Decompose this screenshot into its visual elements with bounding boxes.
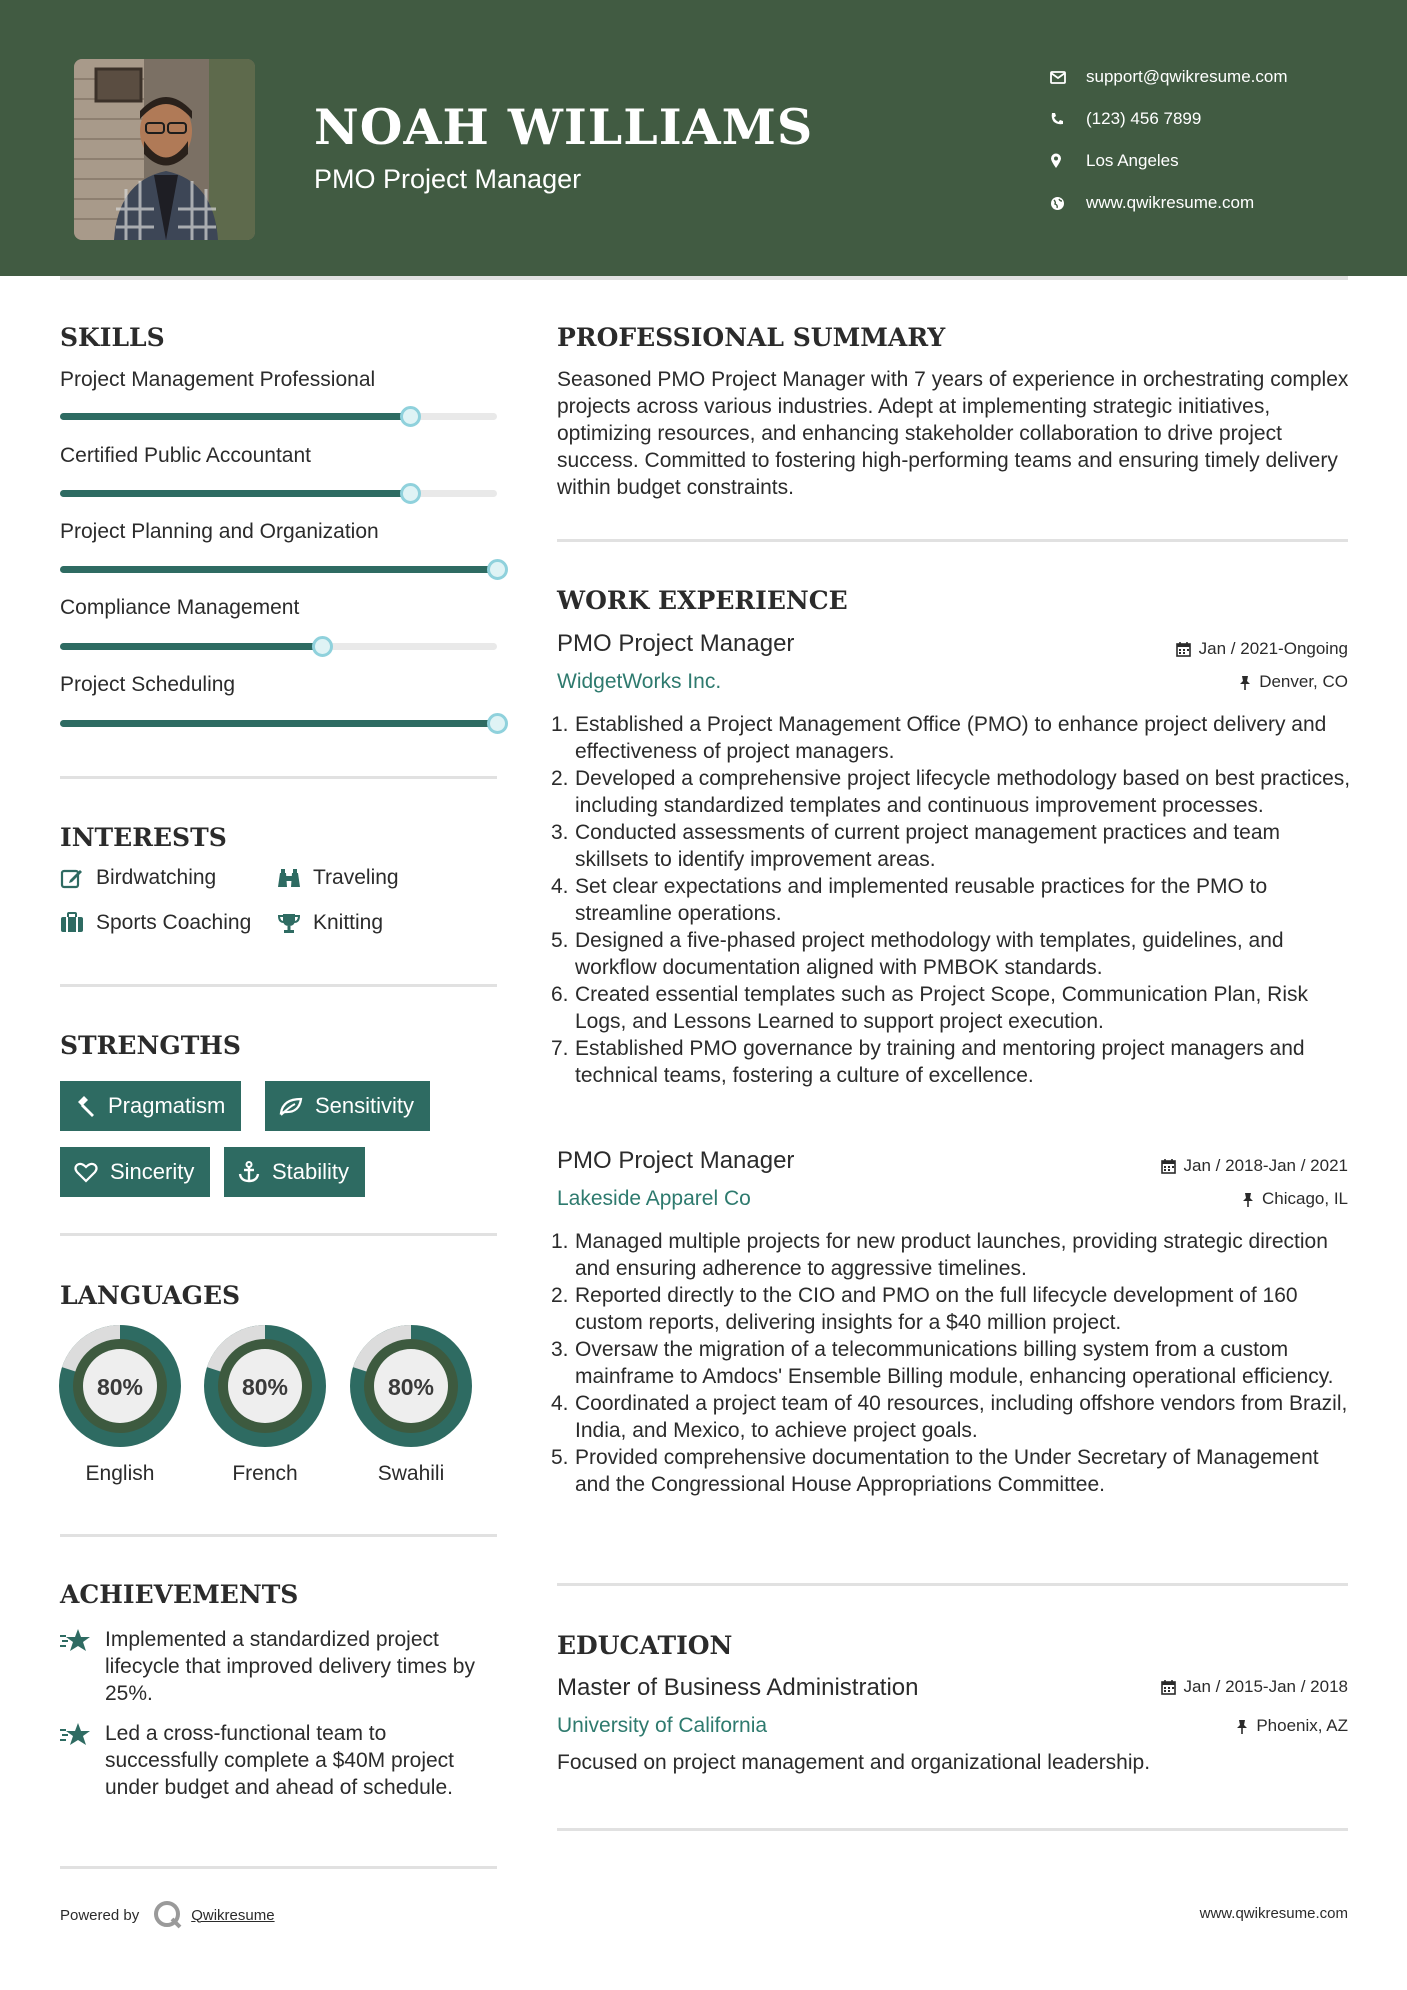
skill-bar-fill [60,490,410,497]
interest-item [60,866,216,890]
contact-email-text: support@qwikresume.com [1086,67,1288,86]
degree-title: Master of Business Administration [557,1674,919,1701]
footer-powered-by [60,1900,275,1930]
bullet-number: 7. [551,1037,569,1060]
education-description: Focused on project management and organizational leadership. [557,1751,1151,1774]
education-heading: EDUCATION [557,1631,733,1660]
star-icon [60,1628,92,1654]
language-item [59,1325,181,1485]
language-label: French [232,1462,298,1485]
bullet-text: Provided comprehensive documentation to the Under Secretary of Management and the Congressional House Appropriations Committee. [575,1446,1319,1496]
job-bullet [551,819,1357,873]
language-ring [204,1325,326,1447]
language-label: Swahili [377,1462,445,1485]
edit-icon [60,867,84,889]
skill-bar [60,720,497,727]
section-divider [557,539,1348,542]
achievement-item [60,1626,500,1708]
skill-bar-knob [487,713,508,734]
job-title: PMO Project Manager [557,630,795,657]
job-bullet [551,927,1357,981]
job-bullet [551,1282,1357,1336]
achievement-text: Implemented a standardized project lifecycle that improved delivery times by 25%. [105,1628,475,1705]
language-percent: 80% [241,1374,289,1400]
contact-location [1050,140,1370,182]
bullet-text: Established PMO governance by training and mentoring project managers and technical teams, fostering a culture of excellence. [575,1037,1305,1087]
interests-heading: INTERESTS [60,823,227,852]
skill-bar-knob [312,636,333,657]
interest-label: Knitting [313,911,384,934]
job-bullets [551,1228,1357,1498]
bullet-text: Created essential templates such as Project Scope, Communication Plan, Risk Logs, and Lessons Learned to support project execution. [575,983,1309,1033]
language-ring [350,1325,472,1447]
job-location [1239,672,1348,692]
contact-list [1050,56,1370,224]
pushpin-icon [1239,675,1251,690]
bullet-number: 5. [551,1446,569,1469]
pushpin-icon [1236,1719,1248,1734]
bullet-text: Developed a comprehensive project lifecycle methodology based on best practices, including standardized templates and continuous improvement processes. [575,767,1351,817]
experience-heading: WORK EXPERIENCE [557,586,848,615]
skill-bar-fill [60,566,497,573]
contact-website[interactable] [1050,182,1370,224]
section-divider [60,776,497,779]
skill-bar [60,566,497,573]
calendar-icon [1161,1680,1176,1695]
interest-item [60,911,251,935]
bullet-text: Managed multiple projects for new product launches, providing strategic direction and ensuring adherence to aggressive timelines. [575,1230,1328,1280]
bullet-text: Set clear expectations and implemented reusable practices for the PMO to streamline operations. [575,875,1268,925]
bullet-text: Designed a five-phased project methodology with templates, guidelines, and workflow documentation aligned with PMBOK standards. [575,929,1284,979]
skill-label: Project Scheduling [60,673,236,696]
job-location-text: Chicago, IL [1262,1189,1348,1208]
section-divider [557,1828,1348,1831]
strength-label: Stability [272,1159,350,1184]
school-name: University of California [557,1714,768,1737]
skill-bar-knob [487,559,508,580]
section-divider [60,1866,497,1869]
powered-by-label: Powered by [60,1906,140,1924]
skill-bar [60,643,497,650]
gavel-icon [74,1095,96,1117]
bullet-text: Reported directly to the CIO and PMO on the full lifecycle development of 160 custom reports, delivering insights for a $40 million project. [575,1284,1298,1334]
interest-item [277,911,383,935]
footer-website[interactable]: www.qwikresume.com [1199,1905,1348,1922]
globe-icon [1050,196,1086,211]
phone-icon [1050,112,1086,126]
bullet-number: 4. [551,875,569,898]
bullet-number: 6. [551,983,569,1006]
calendar-icon [1161,1159,1176,1174]
skill-bar-fill [60,720,497,727]
bullet-number: 3. [551,821,569,844]
bullet-text: Established a Project Management Office (PMO) to enhance project delivery and effectiveness of project managers. [575,713,1327,763]
strength-tag [60,1081,241,1131]
strength-tag [224,1147,365,1197]
interest-label: Birdwatching [96,866,217,889]
pushpin-icon [1242,1192,1254,1207]
section-divider [60,984,497,987]
skill-bar-knob [400,406,421,427]
skill-bar [60,490,497,497]
summary-text: Seasoned PMO Project Manager with 7 years of experience in orchestrating complex projects across various industries. Adept at implementing strategic initiatives, optimizing resources, and enhancing stakeholder collaboration to drive project success. Committed to fostering high-performing teams and ensuring timely delivery within budget constraints. [557,368,1349,499]
education-dates-text: Jan / 2015-Jan / 2018 [1183,1677,1348,1696]
bullet-number: 1. [551,713,569,736]
bullet-number: 3. [551,1338,569,1361]
job-bullet [551,765,1357,819]
section-divider [60,1233,497,1236]
job-dates-text: Jan / 2018-Jan / 2021 [1183,1156,1348,1175]
header-divider [60,276,1348,280]
bullet-number: 2. [551,1284,569,1307]
map-pin-icon [1050,153,1086,169]
job-bullet [551,1444,1357,1498]
strengths-heading: STRENGTHS [60,1031,241,1060]
bullet-text: Coordinated a project team of 40 resources, including offshore vendors from Brazil, India, and Mexico, to achieve project goals. [575,1392,1348,1442]
language-percent: 80% [387,1374,435,1400]
section-divider [60,1534,497,1537]
language-ring [59,1325,181,1447]
company-name: WidgetWorks Inc. [557,670,722,693]
education-location-text: Phoenix, AZ [1256,1716,1348,1735]
language-percent: 80% [96,1374,144,1400]
bullet-text: Oversaw the migration of a telecommunications billing system from a custom mainframe to Amdocs' Ensemble Billing module, enhancing operational efficiency. [575,1338,1334,1388]
job-dates [1176,639,1348,659]
strength-tag [60,1147,210,1197]
interest-item [277,866,399,890]
heart-icon [74,1161,98,1183]
job-dates [1161,1156,1348,1176]
job-bullet [551,873,1357,927]
bullet-number: 4. [551,1392,569,1415]
language-item [204,1325,326,1485]
skill-label: Certified Public Accountant [60,444,311,467]
job-title: PMO Project Manager [557,1147,795,1174]
skill-label: Project Planning and Organization [60,520,379,543]
job-location-text: Denver, CO [1259,672,1348,691]
achievements-heading: ACHIEVEMENTS [60,1580,299,1609]
contact-website-text: www.qwikresume.com [1086,193,1255,212]
education-location [1236,1716,1348,1736]
contact-phone[interactable] [1050,98,1370,140]
job-dates-text: Jan / 2021-Ongoing [1198,639,1348,658]
achievement-item [60,1720,500,1830]
job-bullet [551,1390,1357,1444]
strength-tag [265,1081,430,1131]
qwikresume-logo-icon [153,1900,183,1930]
contact-location-text: Los Angeles [1086,151,1179,170]
header-banner [0,0,1407,276]
star-icon [60,1722,92,1748]
language-label: English [85,1462,155,1485]
calendar-icon [1176,642,1191,657]
job-bullet [551,711,1357,765]
contact-phone-text: (123) 456 7899 [1086,109,1202,128]
skill-bar-knob [400,483,421,504]
qwikresume-link[interactable]: Qwikresume [191,1906,275,1924]
languages-heading: LANGUAGES [60,1281,241,1310]
job-bullet [551,1336,1357,1390]
skills-heading: SKILLS [60,323,165,352]
candidate-name: NOAH WILLIAMS [314,98,814,156]
education-dates [1161,1677,1348,1697]
binoculars-icon [277,867,301,889]
job-location [1242,1189,1348,1209]
job-bullet [551,1228,1357,1282]
strength-label: Sensitivity [315,1093,415,1118]
section-divider [557,1583,1348,1586]
bullet-number: 1. [551,1230,569,1253]
bullet-number: 5. [551,929,569,952]
summary-heading: PROFESSIONAL SUMMARY [557,323,946,352]
skill-label: Project Management Professional [60,368,376,391]
job-bullet [551,1035,1357,1089]
strength-label: Sincerity [110,1159,195,1184]
skill-bar [60,413,497,420]
achievement-text: Led a cross-functional team to successfully complete a $40M project under budget and ahead of schedule. [105,1722,454,1799]
interest-label: Sports Coaching [96,911,252,934]
interest-label: Traveling [313,866,399,889]
contact-email[interactable] [1050,56,1370,98]
profile-photo [74,59,255,240]
language-item [350,1325,472,1485]
anchor-icon [238,1161,260,1183]
envelope-icon [1050,71,1086,84]
leaf-icon [279,1095,303,1117]
job-bullet [551,981,1357,1035]
job-bullets [551,711,1357,1089]
company-name: Lakeside Apparel Co [557,1187,751,1210]
bullet-text: Conducted assessments of current project management practices and team skillsets to identify improvement areas. [575,821,1281,871]
strength-label: Pragmatism [108,1093,226,1118]
trophy-icon [277,912,301,934]
bullet-number: 2. [551,767,569,790]
candidate-title: PMO Project Manager [314,164,582,194]
skill-label: Compliance Management [60,596,300,619]
briefcase-icon [60,912,84,934]
skill-bar-fill [60,643,322,650]
skill-bar-fill [60,413,410,420]
